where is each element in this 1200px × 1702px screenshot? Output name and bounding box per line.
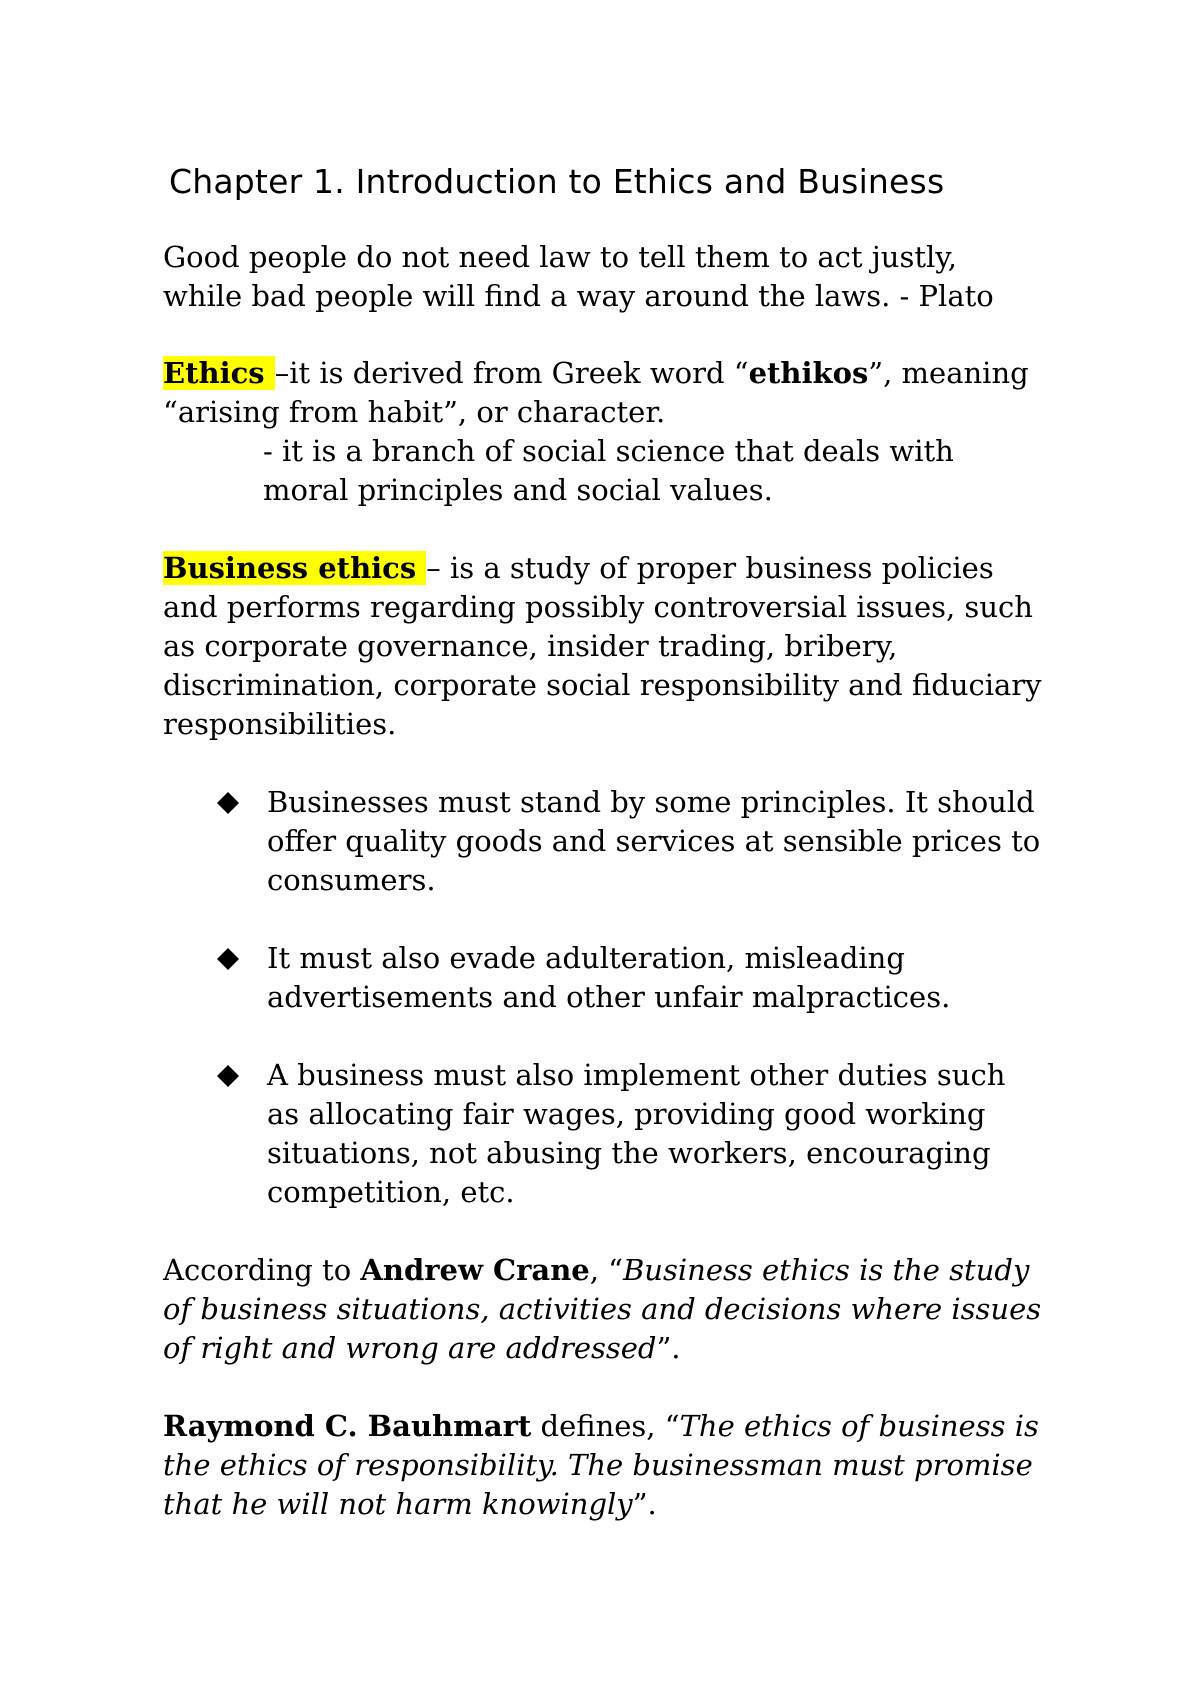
crane-name: Andrew Crane bbox=[360, 1253, 590, 1287]
ethics-branch-line: - it is a branch of social science that deals with moral principles and social values. bbox=[263, 434, 954, 507]
crane-prefix: According to bbox=[163, 1253, 361, 1287]
ethics-term: Ethics bbox=[163, 356, 275, 390]
list-item-text: A business must also implement other duties such as allocating fair wages, providing good working situations, not abusing the workers, encouraging competition, etc. bbox=[267, 1058, 1006, 1209]
list-item bbox=[217, 1056, 1043, 1212]
document-page bbox=[163, 150, 1043, 1524]
diamond-bullet-icon bbox=[217, 948, 239, 970]
ethics-text-2: ”, meaning “arising from habit”, or character. bbox=[163, 356, 1029, 429]
list-item-text: Businesses must stand by some principles. It should offer quality goods and services at sensible prices to consumers. bbox=[267, 785, 1041, 897]
ethics-definition bbox=[163, 354, 1043, 432]
list-item-text: It must also evade adulteration, misleading advertisements and other unfair malpractices. bbox=[267, 941, 951, 1014]
bauhmart-definition bbox=[163, 1407, 1043, 1524]
crane-suffix: ”. bbox=[656, 1331, 681, 1365]
diamond-bullet-icon bbox=[217, 1065, 239, 1087]
plato-quote: Good people do not need law to tell them to act justly, while bad people will find a way around the laws. - Plato bbox=[163, 240, 994, 313]
list-item bbox=[217, 939, 1043, 1017]
diamond-bullet-icon bbox=[217, 792, 239, 814]
business-ethics-definition bbox=[163, 549, 1043, 744]
bauhmart-quote: The ethics of business is the ethics of responsibility. The businessman must promise that he will not harm knowingly bbox=[163, 1409, 1039, 1521]
crane-quote: Business ethics is the study of business situations, activities and decisions where issues of right and wrong are addressed bbox=[163, 1253, 1042, 1365]
bauhmart-mid: defines, “ bbox=[531, 1409, 680, 1443]
business-ethics-term: Business ethics bbox=[163, 551, 427, 585]
list-item bbox=[217, 783, 1043, 900]
business-ethics-text: – is a study of proper business policies and performs regarding possibly controversial issues, such as corporate governance, insider trading, bribery, discrimination, corporate social responsibility and fiduciary responsibilities. bbox=[163, 551, 1042, 741]
crane-definition bbox=[163, 1251, 1043, 1368]
ethikos-word: ethikos bbox=[748, 356, 869, 390]
bauhmart-name: Raymond C. Bauhmart bbox=[163, 1409, 532, 1443]
bauhmart-suffix: ”. bbox=[632, 1487, 657, 1521]
crane-mid: , “ bbox=[589, 1253, 623, 1287]
ethics-text-1: –it is derived from Greek word “ bbox=[274, 356, 749, 390]
page-title: Chapter 1. Introduction to Ethics and Business bbox=[169, 162, 945, 201]
principles-list bbox=[217, 783, 1043, 1212]
